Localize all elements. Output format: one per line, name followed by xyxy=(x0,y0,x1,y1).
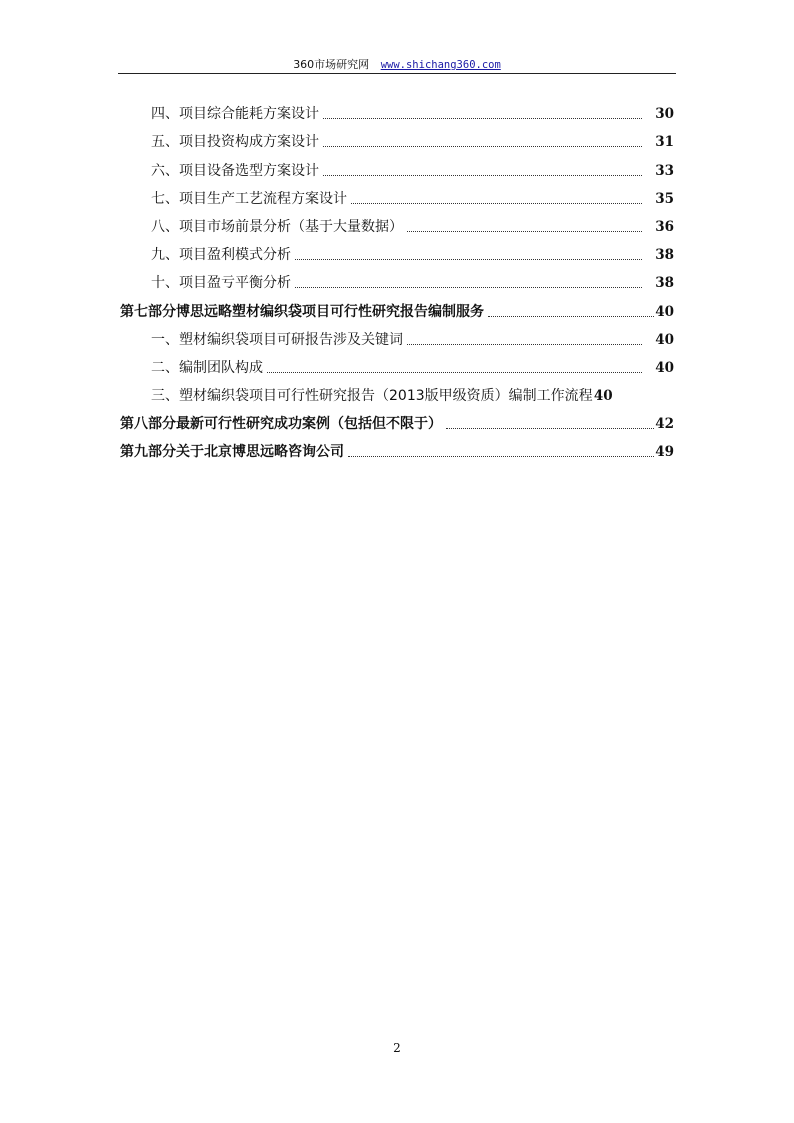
toc-entry[interactable] xyxy=(120,152,674,180)
toc-entry[interactable] xyxy=(120,209,674,237)
toc-dot-leader xyxy=(488,316,654,317)
toc-entry-page-number: 30 xyxy=(655,106,674,123)
toc-entry[interactable] xyxy=(120,350,674,378)
toc-dot-leader xyxy=(295,287,642,288)
toc-entry[interactable] xyxy=(120,378,674,406)
toc-entry[interactable] xyxy=(120,265,674,293)
toc-dot-leader xyxy=(295,259,642,260)
toc-entry-label: 第七部分博思远略塑材编织袋项目可行性研究报告编制服务 xyxy=(120,303,484,320)
toc-entry-label: 一、塑材编织袋项目可研报告涉及关键词 xyxy=(151,331,403,348)
toc-dot-leader xyxy=(348,456,654,457)
toc-dot-leader xyxy=(351,203,642,204)
toc-entry-page-number: 42 xyxy=(655,416,674,433)
toc-entry-page-number: 33 xyxy=(655,162,674,179)
toc-entry-page-number: 38 xyxy=(655,275,674,292)
toc-entry-page-number: 38 xyxy=(655,247,674,264)
toc-dot-leader xyxy=(323,118,642,119)
toc-entry[interactable] xyxy=(120,181,674,209)
toc-entry-label: 四、项目综合能耗方案设计 xyxy=(151,106,319,123)
toc-entry-label: 三、塑材编织袋项目可行性研究报告（2013版甲级资质）编制工作流程 xyxy=(151,388,593,405)
toc-entry[interactable] xyxy=(120,322,674,350)
toc-entry-label: 八、项目市场前景分析（基于大量数据） xyxy=(151,218,403,235)
toc-entry[interactable] xyxy=(120,237,674,265)
table-of-contents xyxy=(120,96,674,462)
header-site-name: 360市场研究网 xyxy=(293,58,370,71)
toc-entry-label: 七、项目生产工艺流程方案设计 xyxy=(151,190,347,207)
toc-entry-page-number: 40 xyxy=(655,359,674,376)
header-divider xyxy=(118,73,676,74)
toc-entry[interactable] xyxy=(120,96,674,124)
toc-entry[interactable] xyxy=(120,434,674,462)
toc-entry-label: 九、项目盈利模式分析 xyxy=(151,247,291,264)
toc-entry[interactable] xyxy=(120,124,674,152)
toc-dot-leader xyxy=(267,372,642,373)
toc-entry-label: 第八部分最新可行性研究成功案例（包括但不限于） xyxy=(120,416,442,433)
toc-dot-leader xyxy=(323,146,642,147)
toc-dot-leader xyxy=(407,231,642,232)
toc-dot-leader xyxy=(446,428,654,429)
toc-entry-page-number: 35 xyxy=(655,190,674,207)
toc-dot-leader xyxy=(407,344,642,345)
toc-entry-label: 六、项目设备选型方案设计 xyxy=(151,162,319,179)
header-url-link[interactable]: www.shichang360.com xyxy=(380,59,501,71)
toc-entry-label: 二、编制团队构成 xyxy=(151,359,263,376)
toc-entry-page-number: 40 xyxy=(593,388,613,405)
page-number: 2 xyxy=(393,1041,401,1055)
toc-entry-label: 十、项目盈亏平衡分析 xyxy=(151,275,291,292)
toc-entry-page-number: 40 xyxy=(655,331,674,348)
toc-entry-page-number: 31 xyxy=(655,134,674,151)
toc-entry[interactable] xyxy=(120,406,674,434)
toc-entry-label: 五、项目投资构成方案设计 xyxy=(151,134,319,151)
toc-entry-page-number: 49 xyxy=(655,444,674,461)
page-header xyxy=(118,56,676,74)
toc-entry-page-number: 40 xyxy=(655,303,674,320)
toc-entry-page-number: 36 xyxy=(655,218,674,235)
toc-entry[interactable] xyxy=(120,293,674,321)
toc-dot-leader xyxy=(323,175,642,176)
toc-entry-label: 第九部分关于北京博思远略咨询公司 xyxy=(120,444,344,461)
